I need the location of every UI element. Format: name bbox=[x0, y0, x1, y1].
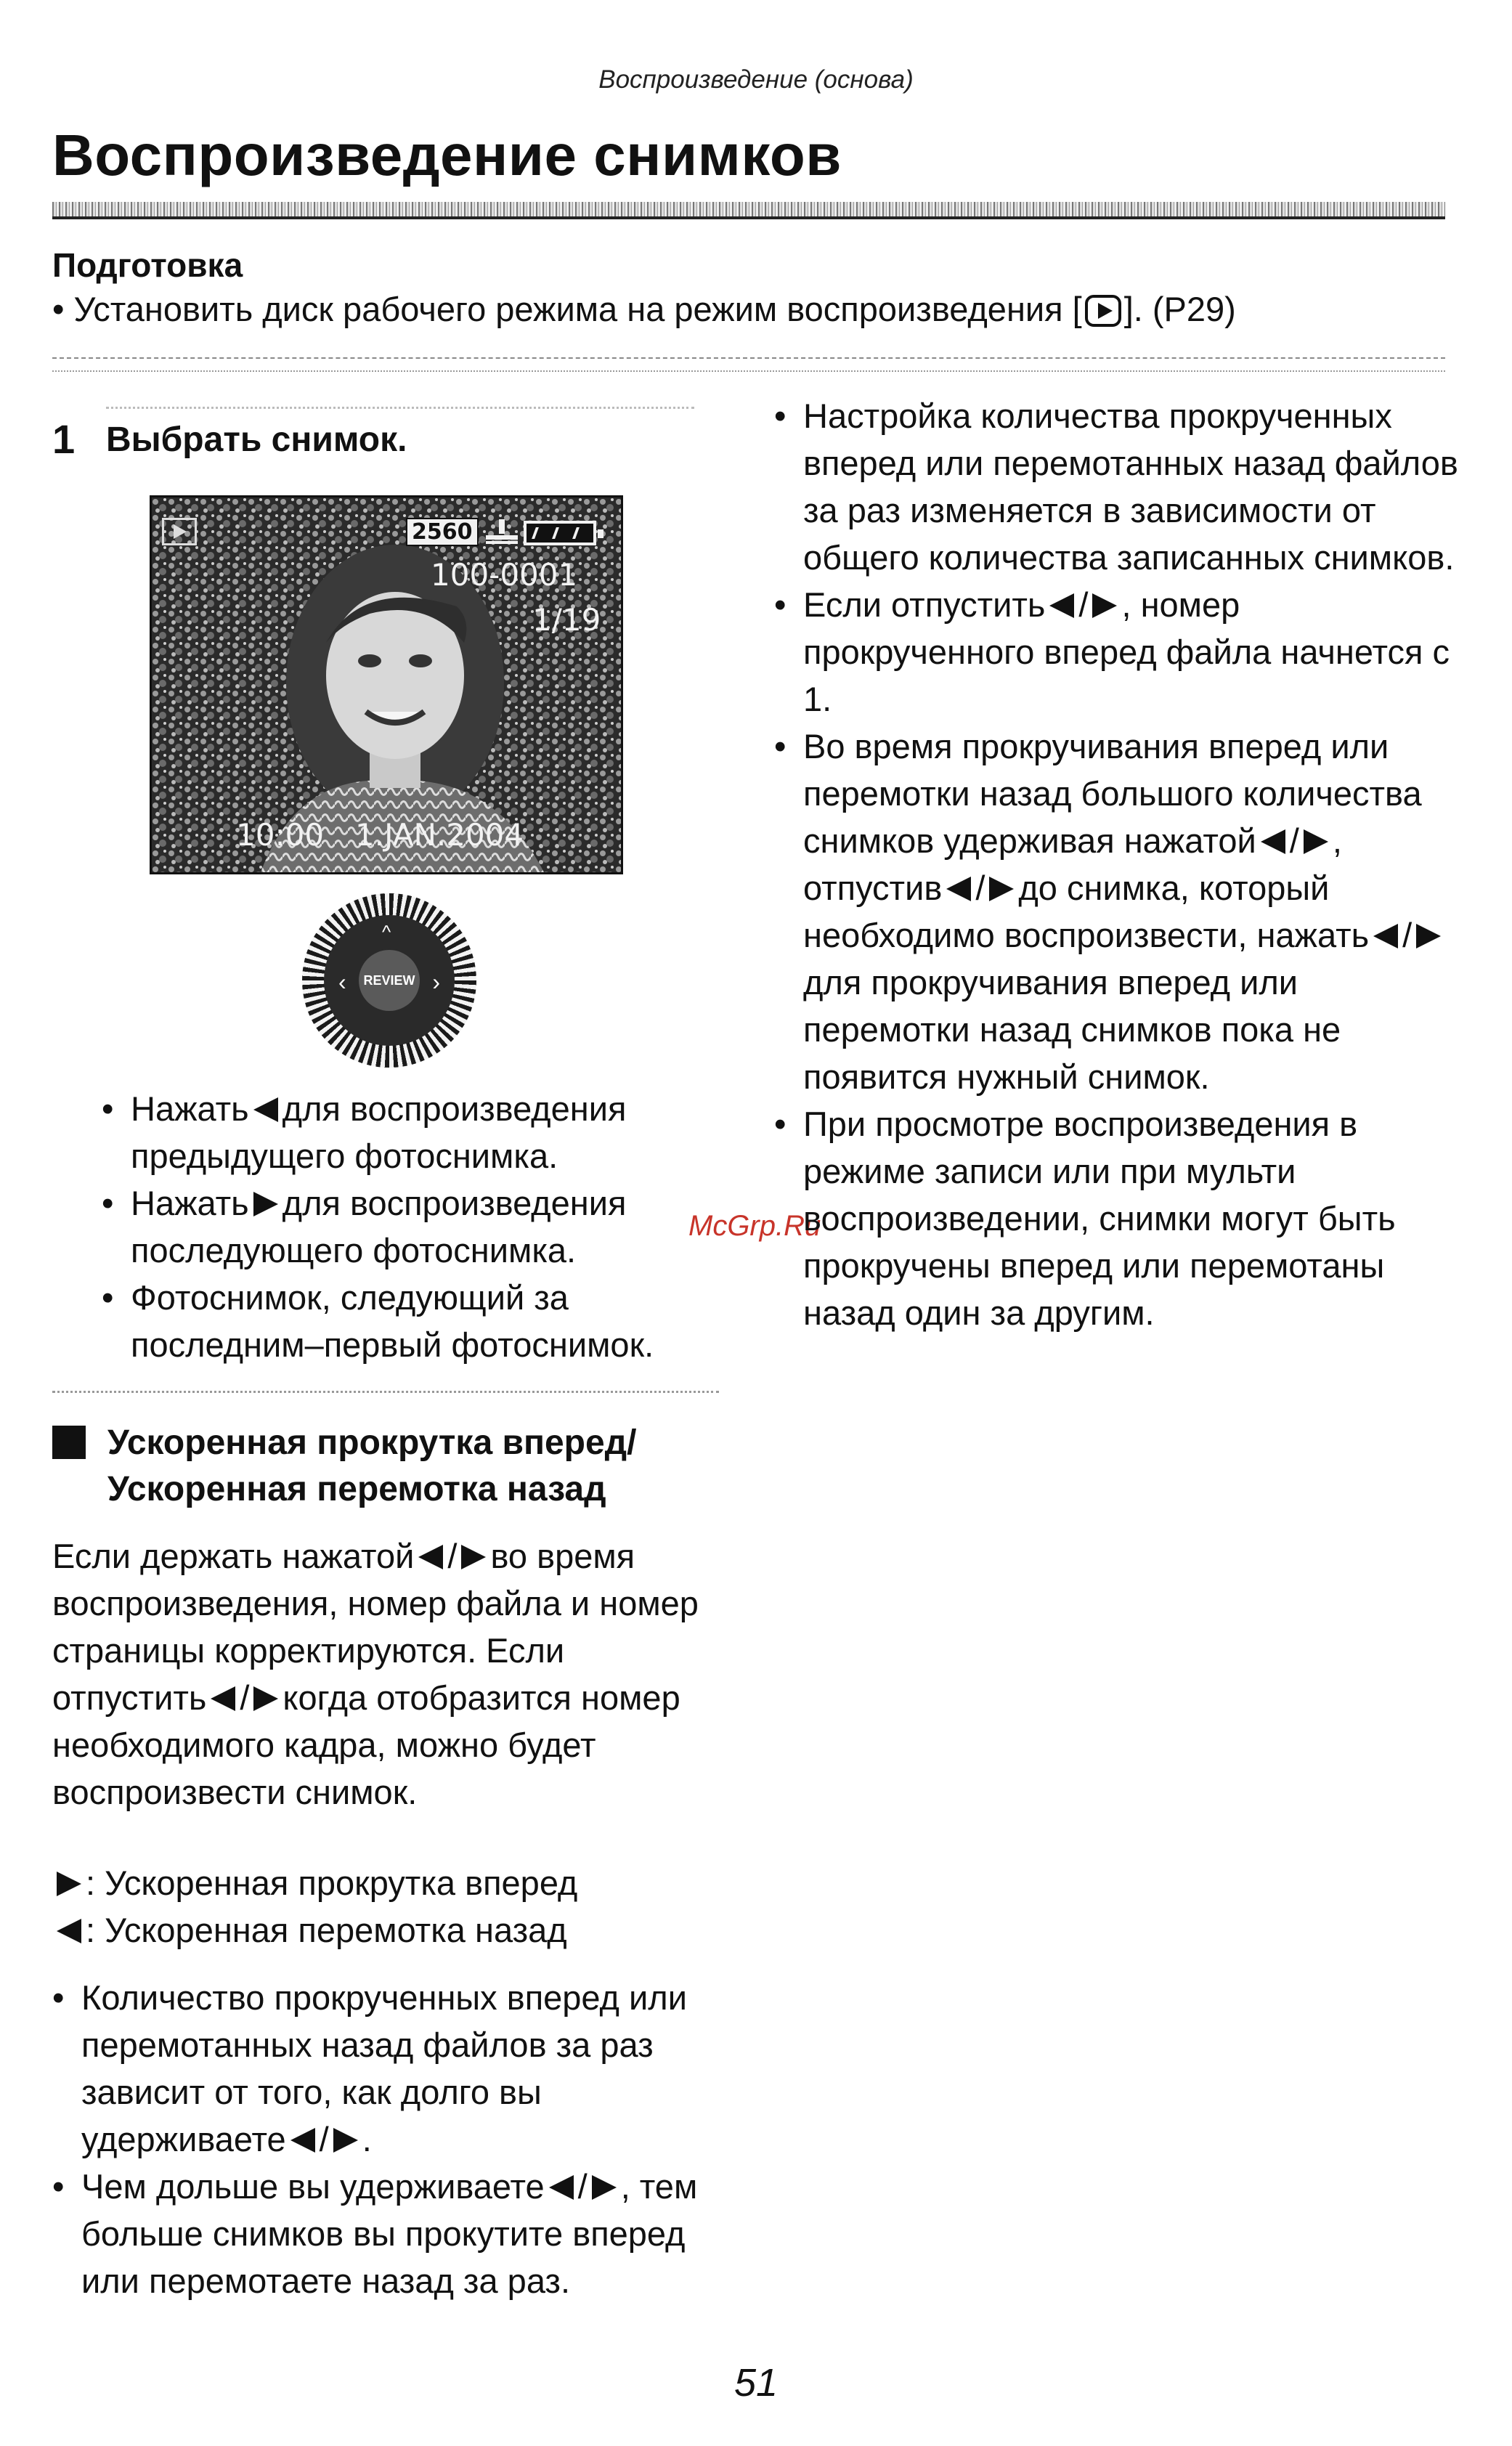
right-arrow-icon bbox=[333, 2128, 358, 2153]
right-arrow-icon bbox=[253, 1686, 278, 1711]
preparation-heading: Подготовка bbox=[52, 246, 243, 284]
right-arrow-icon bbox=[253, 1192, 278, 1216]
bullet-dot: • bbox=[52, 290, 74, 328]
dial-center-label: REVIEW bbox=[359, 950, 420, 1011]
bullet-text: , номер прокрученного вперед файла начнется с 1. bbox=[803, 585, 1450, 718]
dial-left-arrow-icon: ‹ bbox=[338, 969, 346, 995]
bullet-text: для воспроизведения последующего фотоснимка. bbox=[131, 1184, 627, 1269]
watermark: McGrp.Ru bbox=[688, 1210, 821, 1242]
step-title: Выбрать снимок. bbox=[106, 420, 407, 459]
bullet-dot: • bbox=[774, 585, 787, 624]
preparation-item bbox=[52, 289, 1236, 329]
bullet-dot: • bbox=[774, 397, 787, 435]
step1-bullet-list bbox=[102, 1085, 748, 1368]
divider bbox=[52, 1391, 719, 1393]
list-item: • Если отпустить / , номер прокрученного вперед файла начнется с 1. bbox=[774, 581, 1471, 723]
left-arrow-icon bbox=[253, 1097, 278, 1122]
list-item bbox=[774, 1100, 1471, 1336]
para-text: Если держать нажатой bbox=[52, 1537, 415, 1575]
bullet-dot: • bbox=[102, 1089, 114, 1128]
legend-text: : Ускоренная перемотка назад bbox=[86, 1911, 567, 1949]
rewind-legend bbox=[52, 1906, 577, 1954]
list-item bbox=[102, 1274, 748, 1368]
right-arrow-icon bbox=[461, 1545, 486, 1569]
left-arrow-icon bbox=[211, 1686, 235, 1711]
left-arrow-icon bbox=[290, 2128, 315, 2153]
bullet-text: , тем больше снимков вы прокутите вперед или перемотаете назад за раз. bbox=[81, 2167, 698, 2300]
quality-icon bbox=[486, 519, 518, 545]
bullet-text: Настройка количества прокрученных вперед или перемотанных назад файлов за раз изменяется в зависимости от общего количества записанных снимков. bbox=[803, 397, 1458, 577]
list-item: • Количество прокрученных вперед или перемотанных назад файлов за раз зависит от того, как долго вы удерживаете / . bbox=[52, 1974, 735, 2163]
para-text: когда отобразится номер необходимого кадра, можно будет воспроизвести снимок. bbox=[52, 1678, 680, 1811]
left-arrow-icon bbox=[1049, 593, 1074, 618]
section-title-line: Ускоренная перемотка назад bbox=[107, 1470, 606, 1508]
running-header: Воспроизведение (основа) bbox=[598, 65, 914, 94]
bullet-text: , отпустив bbox=[803, 821, 1342, 907]
list-item: • Чем дольше вы удерживаете / , тем больше снимков вы прокутите вперед или перемотаете назад за раз. bbox=[52, 2163, 735, 2304]
preparation-text-before: Установить диск рабочего режима на режим воспроизведения [ bbox=[73, 290, 1082, 328]
left-arrow-icon bbox=[1261, 829, 1285, 854]
title-rule bbox=[52, 202, 1445, 219]
bullet-text: для прокручивания вперед или перемотки назад снимков пока не появится нужный снимок. bbox=[803, 963, 1341, 1096]
divider bbox=[52, 357, 1445, 359]
section-title-line: Ускоренная прокрутка вперед/ bbox=[107, 1423, 637, 1462]
battery-icon bbox=[524, 521, 596, 545]
list-item bbox=[102, 1085, 748, 1179]
bullet-text: Если отпустить bbox=[803, 585, 1046, 624]
playback-mode-icon bbox=[1085, 295, 1121, 327]
playback-indicator-icon bbox=[162, 518, 197, 545]
bullet-text: Фотоснимок, следующий за последним–первый фотоснимок. bbox=[131, 1278, 654, 1364]
right-column-bullets bbox=[774, 392, 1471, 1336]
bullet-text: Чем дольше вы удерживаете bbox=[81, 2167, 545, 2206]
bullet-dot: • bbox=[52, 1978, 65, 2017]
section-bullet-list bbox=[52, 1974, 735, 2304]
file-number: 100-0001 bbox=[431, 557, 578, 593]
record-date: 1.JAN.2004 bbox=[355, 817, 524, 853]
bullet-dot: • bbox=[774, 1105, 787, 1143]
bullet-text: Во время прокручивания вперед или перемотки назад большого количества снимков удерживая нажатой bbox=[803, 727, 1422, 860]
bullet-dot: • bbox=[102, 1278, 114, 1317]
camera-lcd-screen bbox=[150, 495, 623, 874]
section-paragraph: Если держать нажатой / во время воспроизведения, номер файла и номер страницы корректируются. Если отпустить / когда отобразится номер необходимого кадра, можно будет воспроизвести снимок. bbox=[52, 1537, 699, 1811]
section-title bbox=[107, 1420, 636, 1513]
left-arrow-icon bbox=[1373, 924, 1398, 948]
record-time: 10:00 bbox=[236, 817, 325, 853]
page-title: Воспроизведение снимков bbox=[52, 123, 842, 187]
list-item bbox=[774, 392, 1471, 581]
bullet-text: Количество прокрученных вперед или перемотанных назад файлов за раз зависит от того, как долго вы удерживаете bbox=[81, 1978, 687, 2158]
right-arrow-icon bbox=[592, 2175, 617, 2200]
step-number: 1 bbox=[52, 416, 76, 462]
preparation-text-after: ]. (P29) bbox=[1123, 290, 1236, 328]
image-count: 1/19 bbox=[532, 602, 601, 638]
photo-illustration bbox=[152, 497, 621, 872]
section-marker-icon bbox=[52, 1426, 86, 1459]
left-arrow-icon bbox=[57, 1919, 81, 1943]
bullet-text: для воспроизведения предыдущего фотоснимка. bbox=[131, 1089, 627, 1175]
left-arrow-icon bbox=[418, 1545, 443, 1569]
dial-right-arrow-icon: › bbox=[432, 969, 440, 995]
bullet-dot: • bbox=[52, 2167, 65, 2206]
bullet-text: При просмотре воспроизведения в режиме записи или при мульти воспроизведении, снимки могут быть прокручены вперед или перемотаны назад один за другим. bbox=[803, 1105, 1396, 1332]
list-item: • Во время прокручивания вперед или перемотки назад большого количества снимков удерживая нажатой / , отпустив / до снимка, который необходимо воспроизвести, нажать /для прокручивания вперед или перемотки назад снимков пока не появится нужный снимок. bbox=[774, 723, 1471, 1100]
bullet-text: Нажать bbox=[131, 1089, 249, 1128]
cursor-dial-illustration bbox=[302, 893, 476, 1068]
left-arrow-icon bbox=[549, 2175, 574, 2200]
right-arrow-icon bbox=[1304, 829, 1328, 854]
picture-size-label: 2560 bbox=[406, 518, 479, 546]
left-arrow-icon bbox=[946, 877, 971, 901]
page-number: 51 bbox=[733, 2361, 779, 2405]
right-arrow-icon bbox=[1092, 593, 1117, 618]
right-arrow-icon bbox=[57, 1872, 81, 1896]
divider bbox=[52, 370, 1445, 372]
bullet-text: Нажать bbox=[131, 1184, 249, 1222]
dial-ring bbox=[324, 915, 455, 1046]
legend-text: : Ускоренная прокрутка вперед bbox=[86, 1864, 578, 1902]
bullet-text: до снимка, который необходимо воспроизвести, нажать bbox=[803, 869, 1370, 954]
arrow-legend bbox=[52, 1859, 577, 1954]
bullet-dot: • bbox=[102, 1184, 114, 1222]
para-text: во время воспроизведения, номер файла и номер страницы корректируются. Если отпустить bbox=[52, 1537, 699, 1717]
dial-up-arrow-icon: ^ bbox=[382, 921, 391, 943]
right-arrow-icon bbox=[1416, 924, 1441, 948]
step-divider bbox=[106, 407, 694, 409]
right-arrow-icon bbox=[989, 877, 1014, 901]
list-item bbox=[102, 1179, 748, 1274]
forward-legend bbox=[52, 1859, 577, 1906]
bullet-dot: • bbox=[774, 727, 787, 765]
